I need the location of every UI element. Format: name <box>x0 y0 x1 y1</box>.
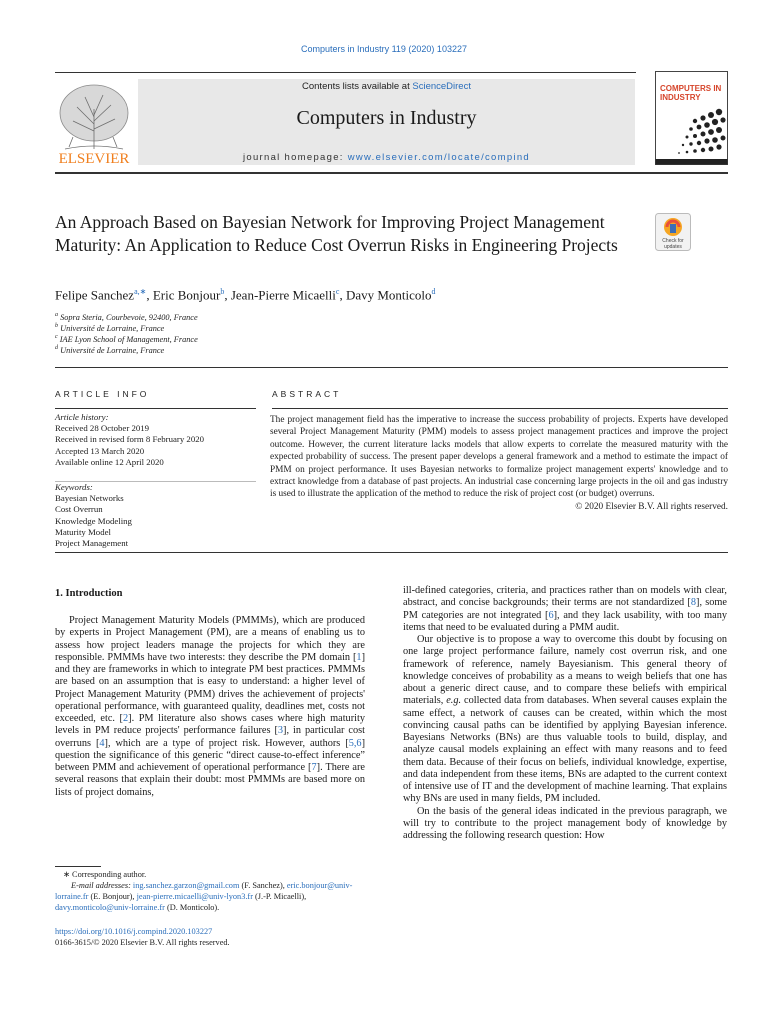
asterisk-marker: ∗ <box>63 870 73 879</box>
citation-link[interactable]: 7 <box>311 762 317 773</box>
keyword: Knowledge Modeling <box>55 515 132 526</box>
journal-cover-image <box>655 71 728 165</box>
body-column-right <box>403 585 727 842</box>
author-separator: , <box>146 287 153 303</box>
contents-line <box>138 81 635 92</box>
keyword: Project Management <box>55 538 129 549</box>
journal-homepage-line <box>138 152 635 163</box>
keyword: Bayesian Networks <box>55 493 124 504</box>
cover-title-line2: INDUSTRY <box>660 93 701 102</box>
author-affil-link[interactable]: d <box>431 287 436 296</box>
citation-link[interactable]: 8 <box>690 597 697 609</box>
author-affil-link[interactable]: a,∗ <box>134 287 147 296</box>
doi-block <box>55 926 375 948</box>
keyword: Cost Overrun <box>55 504 103 515</box>
check-updates-line1: Check for <box>662 238 684 244</box>
citation-link[interactable]: 4 <box>99 737 105 749</box>
citation-link[interactable]: davy.monticolo@univ-lorraine.fr <box>55 903 165 912</box>
abstract-body <box>270 414 728 513</box>
body-paragraph: Our objective is to propose a way to overcome this doubt by focusing on one large project performance failure, namely cost overrun risk, and one framework of reference, namely Bayesianism. This general theory of knowledge conceives of probability as a means to weigh beliefs that one has about a generic direct cause, and to compare these beliefs with empirical materials, e.g. collected data from databases. When several causes explain the same effect, a network of causes can be created, within which the most convincing causal paths can be identified by applying Bayesian inference. Bayesians Networks (BNs) are thus valuable tools to build, display, and analyze causal models explaining an effect with many reasons and to feed them data. Because of their focus on beliefs, individual knowledge, expertise, and data independent from these items, BNs are adapted to the current context of intensive use of IT and the development of machine learning. That explains why BNs are used in many fields, PM included. <box>403 634 727 805</box>
affiliation <box>55 312 198 322</box>
affiliation-marker: b <box>55 323 58 329</box>
section-heading-introduction: 1. Introduction <box>55 588 123 599</box>
corresponding-author-note <box>55 869 375 880</box>
author-separator: , <box>224 287 231 303</box>
keyword: Maturity Model <box>55 526 111 537</box>
check-updates-line2: updates <box>664 244 682 250</box>
affiliation-marker: c <box>55 334 58 340</box>
elsevier-tree-icon <box>55 79 133 165</box>
elsevier-logo <box>55 79 133 165</box>
body-paragraph: ill-defined categories, criteria, and practices rather than on models with clear, abstract, and concise backgrounds; their terms are not standardized [8], some PM categories are not integrated [6], and they lack usability, with too many items that need to be evaluated during a PMM audit. <box>403 585 728 633</box>
body-column-left <box>55 615 365 799</box>
email-addresses: E-mail addresses: ing.sanchez.garzon@gmail.com (F. Sanchez), eric.bonjour@univ-lorraine.fr (E. Bonjour), jean-pierre.micaelli@univ-lyon3.fr (J.-P. Micaelli), davy.monticolo@univ-lorraine.fr (D. Monticolo). <box>55 881 353 912</box>
journal-title: Computers in Industry <box>296 107 477 129</box>
issn-line: 0166-3615/© 2020 Elsevier B.V. All rights reserved. <box>55 938 230 947</box>
citation-link[interactable]: jean-pierre.micaelli@univ-lyon3.fr <box>136 892 253 901</box>
journal-cover-icon <box>655 71 728 165</box>
keywords-label: Keywords: <box>55 482 93 492</box>
body-paragraph: On the basis of the general ideas indicated in the previous paragraph, we will try to contribute to the project management body of knowledge by addressing the following research question: How <box>403 805 727 841</box>
affiliation-text: Sopra Steria, Courbevoie, 92400, France <box>60 312 198 322</box>
abstract-paragraph: The project management field has the imperative to increase the success probability of projects. Experts have developed several Project Management Maturity (PMM) models to assess project management practices and improve the project outcome. However, the current literature lacks models that allow experts to correlate the measured maturity with the expected probability of success. The present paper develops a general framework and a method to estimate the impact of PMM on project performance. It uses Bayesian networks to formalize project management experts' knowledge and to extract knowledge from a database of past projects. An industrial case concerning large projects in the oil and gas industry is used to illustrate the application of the method to reduce the risk of project cost (or budget) overruns. <box>270 415 728 500</box>
sciencedirect-link[interactable]: ScienceDirect <box>412 81 471 92</box>
affiliation-text: Université de Lorraine, France <box>60 323 165 333</box>
header-rule-top <box>55 72 636 73</box>
affiliation-marker: d <box>55 345 58 351</box>
paper-title: An Approach Based on Bayesian Network for Improving Project Management Maturity: An Application to Reduce Cost Overrun Risks in Engineering Projects <box>55 212 618 255</box>
author-name: Felipe Sanchez <box>55 287 135 303</box>
affiliation <box>55 345 164 355</box>
author-list <box>55 287 695 303</box>
history-label: Article history: <box>55 412 109 422</box>
history-item: Received in revised form 8 February 2020 <box>55 434 205 445</box>
citation-link[interactable]: eric.bonjour@univ-lorraine.fr <box>55 881 353 901</box>
abstract-rule <box>272 408 728 409</box>
article-info-heading: ARTICLE INFO <box>55 389 150 399</box>
citation-link[interactable]: 3 <box>277 725 284 737</box>
header-rule-bottom <box>55 172 728 174</box>
author-name: Jean-Pierre Micaelli <box>230 287 336 303</box>
footnote-rule <box>55 866 101 867</box>
author-affil-link[interactable]: b <box>220 287 225 296</box>
contents-prefix: Contents lists available at <box>302 81 413 92</box>
history-item: Received 28 October 2019 <box>55 423 150 434</box>
check-for-updates-button[interactable] <box>655 213 691 251</box>
doi-link[interactable]: https://doi.org/10.1016/j.compind.2020.103227 <box>55 927 213 936</box>
affiliation-text: IAE Lyon School of Management, France <box>59 334 198 344</box>
abstract-copyright: © 2020 Elsevier B.V. All rights reserved. <box>575 501 728 512</box>
citation-link[interactable]: 6 <box>548 609 554 621</box>
keywords-list <box>55 482 260 549</box>
journal-homepage-link[interactable]: www.elsevier.com/locate/compind <box>347 152 531 163</box>
body-paragraph: Project Management Maturity Models (PMMMs), which are produced by experts in Project Management (PM), are a means of enabling us to assess how project leaders manage the projects for which they are responsible. PMMMs have two interests: they describe the PM domain [1] and they are frameworks in which to integrate PM best practices. PMMMs are based on an assumption that is easy to understand: a higher level of Project Management Maturity (PMM) drives the achievement of projects' operational performance, with guaranteed quality, deadlines met, costs not exceeded, etc. [2]. PM literature also shows cases where high maturity levels in PM reduce projects' performance failures [3], in particular cost overruns [4], which are a type of project risk. However, authors [5,6] question the significance of this generic “direct cause-to-effect inference” between PMM and achievement of operational performance [7]. There are several reasons that explain their doubt: most PMMMs are based more on lists of project domains, <box>55 615 366 798</box>
journal-citation-link[interactable]: Computers in Industry 119 (2020) 103227 <box>301 44 467 54</box>
affiliation-text: Université de Lorraine, France <box>60 345 165 355</box>
elsevier-wordmark: ELSEVIER <box>58 151 130 165</box>
affiliation <box>55 323 164 333</box>
footnotes <box>55 869 375 913</box>
citation-link[interactable]: 2 <box>122 713 129 724</box>
abstract-heading: ABSTRACT <box>272 389 342 399</box>
affiliation <box>55 334 198 344</box>
homepage-prefix: journal homepage: <box>242 152 348 163</box>
article-history <box>55 412 260 468</box>
affiliation-marker: a <box>55 312 58 318</box>
title-block-rule <box>55 367 728 368</box>
abstract-rule-bottom <box>55 552 728 553</box>
author-name: Davy Monticolo <box>345 287 432 303</box>
citation-link[interactable]: ing.sanchez.garzon@gmail.com <box>132 881 240 890</box>
author-separator: , <box>339 287 346 303</box>
author-affil-link[interactable]: c <box>335 287 340 296</box>
article-info-rule <box>55 408 256 409</box>
citation-link[interactable]: 5,6 <box>348 737 362 749</box>
check-for-updates-icon <box>655 213 691 251</box>
corresponding-author-text: Corresponding author. <box>72 870 147 879</box>
history-item: Accepted 13 March 2020 <box>55 445 145 456</box>
citation-link[interactable]: 1 <box>356 651 362 663</box>
cover-title-line1: COMPUTERS IN <box>660 84 722 93</box>
author-name: Eric Bonjour <box>152 287 221 303</box>
history-item: Available online 12 April 2020 <box>55 456 164 467</box>
